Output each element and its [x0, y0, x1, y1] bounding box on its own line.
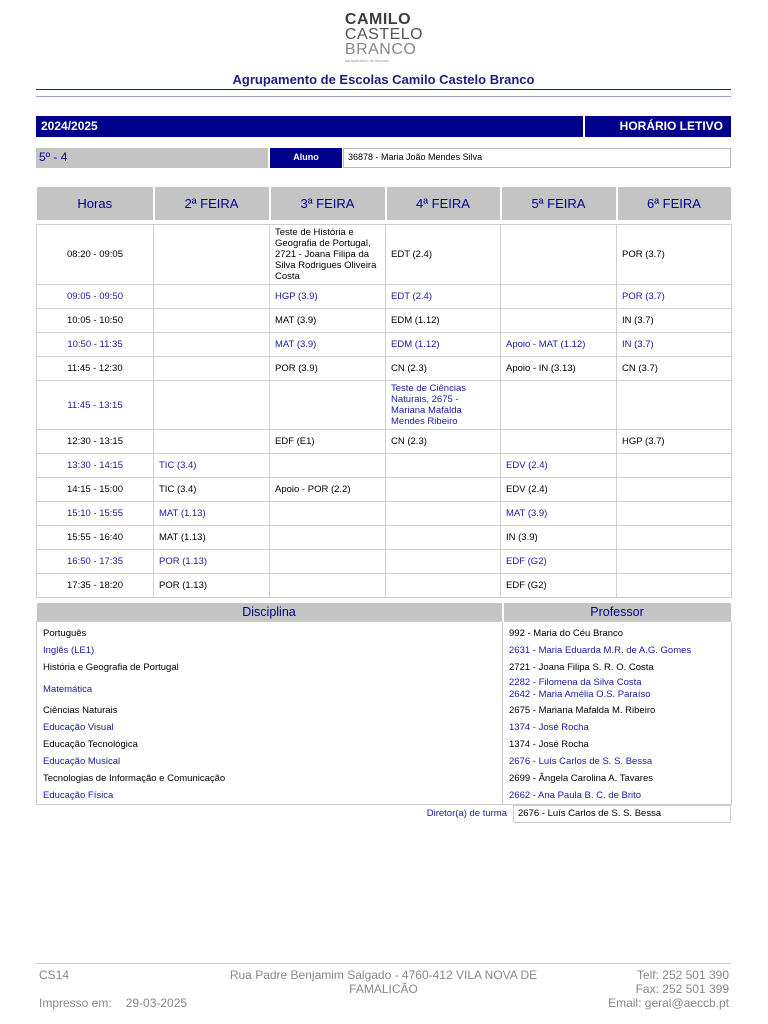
schedule-cell: EDM (1.12)	[386, 309, 501, 333]
schedule-cell: EDT (2.4)	[386, 225, 501, 285]
subject-teacher: 2631 - Maria Eduarda M.R. de A.G. Gomes	[503, 642, 732, 659]
subject-name: Educação Musical	[37, 753, 503, 770]
footer	[36, 963, 731, 1010]
schedule-cell	[270, 550, 386, 574]
subject-teacher	[503, 676, 732, 702]
logo-subtitle: agrupamento de escolas	[344, 58, 389, 63]
email: Email: geral@aeccb.pt	[608, 996, 729, 1010]
schedule-cell: TIC (3.4)	[154, 478, 270, 502]
schedule-cell: IN (3.7)	[617, 333, 732, 357]
schedule-cell: IN (3.9)	[501, 526, 617, 550]
schedule-cell: Apoio - POR (2.2)	[270, 478, 386, 502]
subjects-header-row	[37, 603, 732, 621]
schedule-row	[37, 502, 732, 526]
printed-value: 29-03-2025	[125, 996, 188, 1010]
schedule-cell	[270, 574, 386, 598]
logo-line-2: CASTELO	[344, 26, 424, 43]
time-slot: 12:30 - 13:15	[37, 430, 154, 454]
schedule-cell	[386, 574, 501, 598]
schedule-cell	[501, 285, 617, 309]
schedule-cell	[501, 381, 617, 430]
schedule-row	[37, 309, 732, 333]
schedule-cell: EDF (G2)	[501, 574, 617, 598]
schedule-cell: EDF (G2)	[501, 550, 617, 574]
schedule-cell: POR (3.7)	[617, 285, 732, 309]
schedule-cell	[617, 478, 732, 502]
subject-name: História e Geografia de Portugal	[37, 659, 503, 676]
phone: Telf: 252 501 390	[636, 968, 729, 982]
time-slot: 14:15 - 15:00	[37, 478, 154, 502]
subject-row	[37, 625, 732, 642]
column-header: 3ª FEIRA	[270, 187, 386, 221]
schedule-cell	[386, 526, 501, 550]
subject-row	[37, 702, 732, 719]
schedule-cell	[270, 454, 386, 478]
subject-row	[37, 719, 732, 736]
schedule-cell	[617, 381, 732, 430]
schedule-cell: MAT (1.13)	[154, 502, 270, 526]
schedule-cell	[501, 309, 617, 333]
class-director-value: 2676 - Luís Carlos de S. S. Bessa	[513, 805, 731, 823]
schedule-cell	[154, 430, 270, 454]
subject-row	[37, 736, 732, 753]
student-name: 36878 - Maria João Mendes Silva	[343, 148, 731, 168]
subjects-table	[36, 603, 733, 805]
schedule-cell: MAT (3.9)	[501, 502, 617, 526]
subject-name: Matemática	[37, 676, 503, 702]
schedule-row	[37, 478, 732, 502]
class-label: 5º - 4	[36, 148, 268, 168]
teacher-name: 2642 - Maria Amélia O.S. Paraíso	[509, 689, 651, 700]
schedule-cell	[501, 430, 617, 454]
schedule-cell	[386, 502, 501, 526]
subject-name: Educação Física	[37, 787, 503, 804]
schedule-cell: POR (1.13)	[154, 550, 270, 574]
schedule-cell	[270, 381, 386, 430]
schedule-cell: CN (2.3)	[386, 357, 501, 381]
schedule-cell: Teste de História e Geografia de Portugal, 2721 - Joana Filipa da Silva Rodrigues Oliveira Costa	[270, 225, 386, 285]
column-header: Professor	[503, 603, 732, 621]
schedule-cell	[386, 550, 501, 574]
divider	[36, 89, 731, 90]
subject-row	[37, 753, 732, 770]
schedule-cell: CN (2.3)	[386, 430, 501, 454]
subject-teacher: 2676 - Luís Carlos de S. S. Bessa	[503, 753, 732, 770]
schedule-row	[37, 430, 732, 454]
schedule-row	[37, 225, 732, 285]
schedule-cell: MAT (3.9)	[270, 333, 386, 357]
time-slot: 11:45 - 12:30	[37, 357, 154, 381]
schedule-row	[37, 285, 732, 309]
divider	[36, 96, 731, 97]
time-slot: 10:50 - 11:35	[37, 333, 154, 357]
column-header: 4ª FEIRA	[386, 187, 501, 221]
column-header: Disciplina	[37, 603, 503, 621]
schedule-type-label: HORÁRIO LETIVO	[585, 116, 731, 137]
class-director	[36, 805, 731, 823]
schedule-cell: Teste de Ciências Naturais, 2675 - Mariana Mafalda Mendes Ribeiro	[386, 381, 501, 430]
schedule-cell	[154, 309, 270, 333]
school-logo	[0, 12, 768, 67]
schedule-cell	[386, 478, 501, 502]
printed-date	[39, 996, 187, 1010]
schedule-cell: TIC (3.4)	[154, 454, 270, 478]
fax: Fax: 252 501 399	[635, 982, 729, 996]
schedule-cell	[617, 550, 732, 574]
schedule-cell	[270, 502, 386, 526]
logo-line-1: CAMILO	[344, 11, 412, 28]
time-slot: 16:50 - 17:35	[37, 550, 154, 574]
time-slot: 13:30 - 14:15	[37, 454, 154, 478]
subject-row	[37, 787, 732, 804]
subject-teacher: 2675 - Mariana Mafalda M. Ribeiro	[503, 702, 732, 719]
schedule-row	[37, 381, 732, 430]
subject-name: Educação Visual	[37, 719, 503, 736]
schedule-cell: CN (3.7)	[617, 357, 732, 381]
subject-teacher: 1374 - José Rocha	[503, 736, 732, 753]
school-title: Agrupamento de Escolas Camilo Castelo Branco	[232, 72, 535, 87]
schedule-cell: EDV (2.4)	[501, 454, 617, 478]
subject-name: Tecnologias de Informação e Comunicação	[37, 770, 503, 787]
subject-teacher: 2721 - Joana Filipa S. R. O. Costa	[503, 659, 732, 676]
schedule-row	[37, 333, 732, 357]
subject-row	[37, 676, 732, 702]
schedule-cell: Apoio - IN (3.13)	[501, 357, 617, 381]
schedule-cell: IN (3.7)	[617, 309, 732, 333]
schedule-row	[37, 454, 732, 478]
schedule-cell: POR (3.9)	[270, 357, 386, 381]
column-header: 2ª FEIRA	[154, 187, 270, 221]
schedule-cell: EDT (2.4)	[386, 285, 501, 309]
schedule-cell: HGP (3.9)	[270, 285, 386, 309]
class-director-label: Diretor(a) de turma	[426, 808, 507, 819]
schedule-row	[37, 550, 732, 574]
school-address: Rua Padre Benjamim Salgado - 4760-412 VILA NOVA DE FAMALICÃO	[229, 968, 538, 996]
schedule-row	[37, 526, 732, 550]
schedule-cell: EDF (E1)	[270, 430, 386, 454]
subject-teacher: 2699 - Ângela Carolina A. Tavares	[503, 770, 732, 787]
subject-teacher: 1374 - José Rocha	[503, 719, 732, 736]
column-header: 5ª FEIRA	[501, 187, 617, 221]
schedule-cell	[386, 454, 501, 478]
schedule-cell	[501, 225, 617, 285]
schedule-cell: EDM (1.12)	[386, 333, 501, 357]
schedule-cell: MAT (1.13)	[154, 526, 270, 550]
subject-name: Português	[37, 625, 503, 642]
schedule-cell	[154, 357, 270, 381]
time-slot: 15:10 - 15:55	[37, 502, 154, 526]
subject-name: Educação Tecnológica	[37, 736, 503, 753]
time-slot: 17:35 - 18:20	[37, 574, 154, 598]
schedule-cell	[154, 333, 270, 357]
time-slot: 15:55 - 16:40	[37, 526, 154, 550]
time-slot: 10:05 - 10:50	[37, 309, 154, 333]
form-code: CS14	[39, 968, 70, 982]
schedule-cell: EDV (2.4)	[501, 478, 617, 502]
schedule-cell: POR (3.7)	[617, 225, 732, 285]
subject-name: Ciências Naturais	[37, 702, 503, 719]
schedule-cell: POR (1.13)	[154, 574, 270, 598]
schedule-cell	[617, 526, 732, 550]
teacher-name: 2282 - Filomena da Silva Costa	[509, 677, 642, 688]
student-label: Aluno	[270, 148, 342, 168]
student-bar	[36, 148, 731, 168]
schedule-header-row	[37, 187, 732, 221]
schedule-cell	[617, 454, 732, 478]
subject-row	[37, 659, 732, 676]
subject-teacher: 2662 - Ana Paula B. C. de Brito	[503, 787, 732, 804]
column-header: Horas	[37, 187, 154, 221]
schedule-cell: HGP (3.7)	[617, 430, 732, 454]
subject-row	[37, 642, 732, 659]
subject-row	[37, 770, 732, 787]
contacts	[608, 968, 729, 1010]
schedule-cell	[154, 225, 270, 285]
subject-teacher: 992 - Maria do Céu Branco	[503, 625, 732, 642]
schedule-cell: Apoio - MAT (1.12)	[501, 333, 617, 357]
school-year: 2024/2025	[36, 116, 583, 137]
schedule-cell	[617, 574, 732, 598]
time-slot: 11:45 - 13:15	[37, 381, 154, 430]
logo-line-3: BRANCO	[344, 41, 417, 58]
printed-label: Impresso em:	[39, 996, 112, 1010]
schedule-cell	[154, 381, 270, 430]
schedule-row	[37, 574, 732, 598]
schedule-cell	[270, 526, 386, 550]
time-slot: 09:05 - 09:50	[37, 285, 154, 309]
schedule-table	[36, 186, 733, 598]
schedule-cell: MAT (3.9)	[270, 309, 386, 333]
column-header: 6ª FEIRA	[617, 187, 732, 221]
schedule-header-bar	[36, 116, 731, 137]
schedule-row	[37, 357, 732, 381]
time-slot: 08:20 - 09:05	[37, 225, 154, 285]
schedule-cell	[617, 502, 732, 526]
schedule-cell	[154, 285, 270, 309]
subject-name: Inglês (LE1)	[37, 642, 503, 659]
